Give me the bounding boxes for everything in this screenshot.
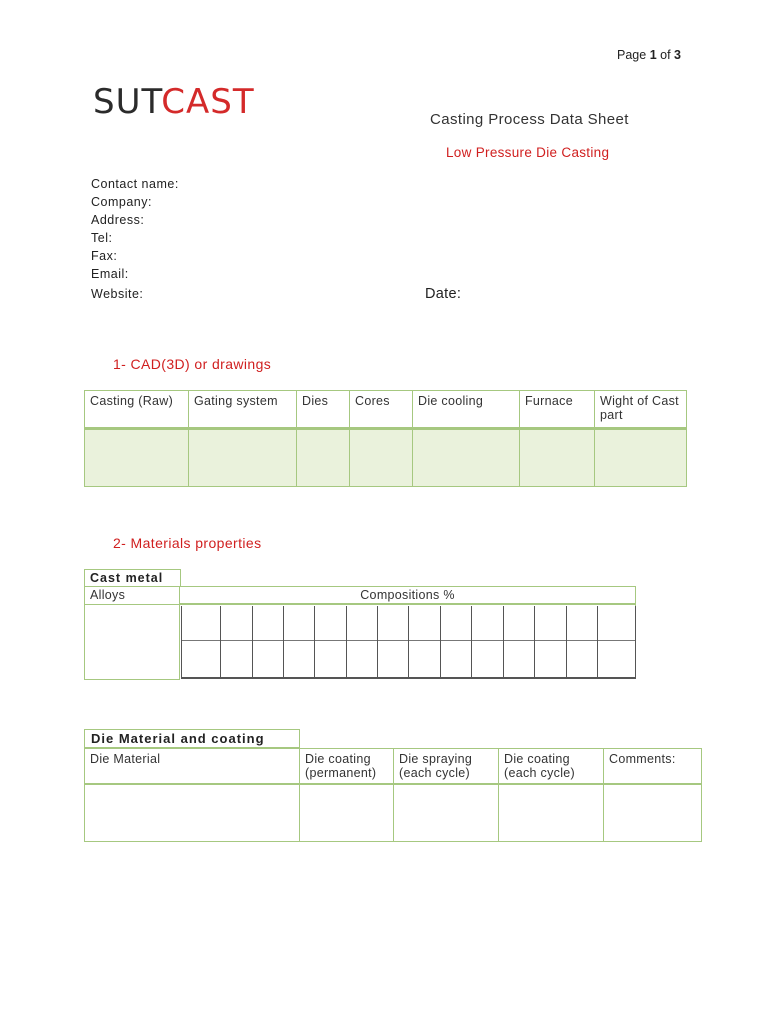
grid-line [534,606,535,677]
website-label: Website: [91,287,144,301]
contact-name-label: Contact name: [91,177,179,191]
fax-label: Fax: [91,249,118,263]
header-dies: Dies [297,391,350,429]
header-cores: Cores [350,391,413,429]
grid-line [220,606,221,677]
table-header-row [85,391,687,429]
composition-grid[interactable] [181,606,636,679]
section-materials-heading: 2- Materials properties [113,535,262,551]
header-die-material: Die Material [85,749,300,785]
cell-die-material[interactable] [85,784,300,842]
cell-weight-cast-part[interactable] [595,429,687,487]
die-material-table [84,748,702,842]
header-weight-cast-part: Wight of Cast part [595,391,687,429]
grid-line [346,606,347,677]
cell-furnace[interactable] [520,429,595,487]
header-compositions: Compositions % [180,587,636,605]
tel-label: Tel: [91,231,113,245]
table-row [85,784,702,842]
header-alloys: Alloys [85,587,180,605]
cad-table [84,390,687,487]
cell-dies[interactable] [297,429,350,487]
die-material-coating-label: Die Material and coating [84,729,300,749]
grid-line [566,606,567,677]
cast-metal-label: Cast metal [84,569,181,587]
grid-line [252,606,253,677]
header-die-spraying: Die spraying (each cycle) [394,749,499,785]
header-die-coating-cycle: Die coating (each cycle) [499,749,604,785]
grid-line [635,606,636,677]
header-furnace: Furnace [520,391,595,429]
cell-alloys[interactable] [85,604,180,679]
grid-line [181,606,182,677]
date-label: Date: [425,286,462,302]
cell-casting-raw[interactable] [85,429,189,487]
email-label: Email: [91,267,129,281]
grid-line [597,606,598,677]
cell-die-coating-cycle[interactable] [499,784,604,842]
document-title: Casting Process Data Sheet [430,111,629,128]
cell-cores[interactable] [350,429,413,487]
grid-line [440,606,441,677]
company-logo: SUTCAST [93,82,255,122]
document-subtitle: Low Pressure Die Casting [446,145,610,160]
header-comments: Comments: [604,749,702,785]
table-header-row [85,587,636,605]
cell-die-cooling[interactable] [413,429,520,487]
cell-die-spraying[interactable] [394,784,499,842]
header-gating-system: Gating system [189,391,297,429]
grid-line [314,606,315,677]
grid-line [471,606,472,677]
cell-die-coating-permanent[interactable] [300,784,394,842]
table-row [85,429,687,487]
page-number: Page 1 of 3 [617,48,681,62]
address-label: Address: [91,213,145,227]
table-header-row [85,749,702,785]
header-casting-raw: Casting (Raw) [85,391,189,429]
grid-line [377,606,378,677]
grid-line [503,606,504,677]
cell-gating-system[interactable] [189,429,297,487]
cell-comments[interactable] [604,784,702,842]
company-label: Company: [91,195,152,209]
section-cad-heading: 1- CAD(3D) or drawings [113,356,272,372]
header-die-cooling: Die cooling [413,391,520,429]
header-die-coating-permanent: Die coating (permanent) [300,749,394,785]
grid-line [408,606,409,677]
grid-line [283,606,284,677]
